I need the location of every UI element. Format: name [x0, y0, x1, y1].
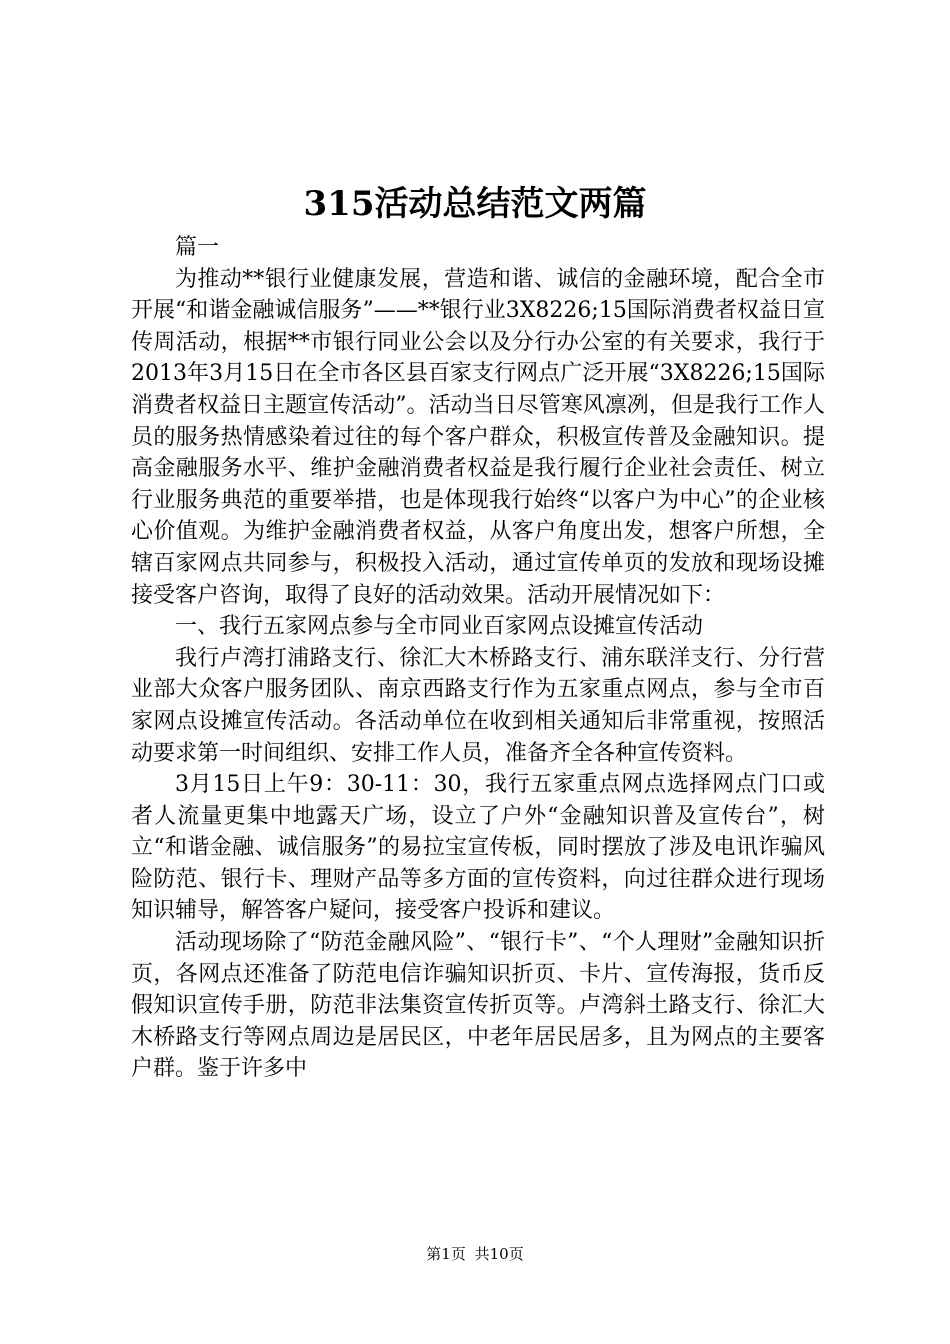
body-paragraph: 活动现场除了“防范金融风险”、“银行卡”、“个人理财”金融知识折页，各网点还准备了防范电信诈骗知识折页、卡片、宣传海报，货币反假知识宣传手册，防范非法集资宣传折页等。卢湾斜土路支行、徐汇大木桥路支行等网点周边是居民区，中老年居民居多，且为网点的主要客户群。鉴于许多中: [131, 930, 826, 1082]
document-title: 315活动总结范文两篇: [303, 184, 647, 224]
body-paragraph: 3月15日上午9：30-11：30，我行五家重点网点选择网点门口或者人流量更集中地露天广场，设立了户外“金融知识普及宣传台”，树立“和谐金融、诚信服务”的易拉宝宣传板，同时摆放了涉及电讯诈骗风险防范、银行卡、理财产品等多方面的宣传资料，向过往群众进行现场知识辅导，解答客户疑问，接受客户投诉和建议。: [131, 772, 825, 924]
section-label: 篇一: [175, 235, 220, 260]
body-paragraph: 我行卢湾打浦路支行、徐汇大木桥路支行、浦东联洋支行、分行营业部大众客户服务团队、南京西路支行作为五家重点网点，参与全市百家网点设摊宣传活动。各活动单位在收到相关通知后非常重视，按照活动要求第一时间组织、安排工作人员，准备齐全各种宣传资料。: [131, 645, 825, 766]
body-paragraph: 为推动**银行业健康发展，营造和谐、诚信的金融环境，配合全市开展“和谐金融诚信服务”——**银行业3X8226;15国际消费者权益日宣传周活动，根据**市银行同业公会以及分行办公室的有关要求，我行于2013年3月15日在全市各区县百家支行网点广泛开展“3X8226;15国际消费者权益日主题宣传活动”。活动当日尽管寒风凛冽，但是我行工作人员的服务热情感染着过往的每个客户群众，积极宣传普及金融知识。提高金融服务水平、维护金融消费者权益是我行履行企业社会责任、树立行业服务典范的重要举措，也是体现我行始终“以客户为中心”的企业核心价值观。为维护金融消费者权益，从客户角度出发，想客户所想，全辖百家网点共同参与，积极投入活动，通过宣传单页的发放和现场设摊接受客户咨询，取得了良好的活动效果。活动开展情况如下：: [131, 266, 825, 608]
document-body: [131, 232, 825, 1085]
page-footer: 第1页 共10页: [426, 1245, 524, 1263]
section-heading: 一、我行五家网点参与全市同业百家网点设摊宣传活动: [175, 614, 704, 640]
